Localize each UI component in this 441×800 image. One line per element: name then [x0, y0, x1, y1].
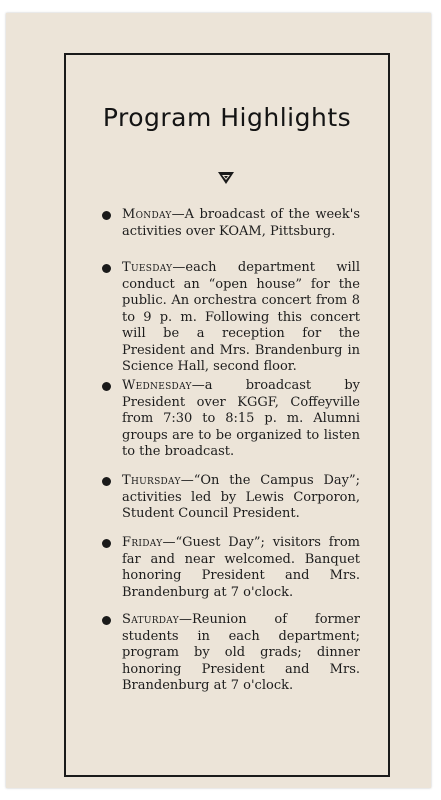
- day-label: Tuesday: [122, 260, 173, 275]
- item-text: —A broadcast of the week's activities over KOAM, Pittsburg.: [122, 207, 360, 239]
- item-text: —each department will conduct an “open house” for the public. An orchestra concert from 8 to 9 p. m. Following this concert will be a reception for the President and Mrs. Brandenburg in Science Hall, second floor.: [122, 260, 360, 374]
- down-triangle-ornament-icon: [218, 171, 234, 185]
- list-item-monday: [122, 207, 360, 240]
- page-title: Program Highlights: [102, 103, 352, 132]
- item-text: —a broadcast by President over KGGF, Coffeyville from 7:30 to 8:15 p. m. Alumni groups are to be organized to listen to the broadcast.: [122, 378, 360, 459]
- bullet-icon: [102, 616, 111, 625]
- bullet-icon: [102, 477, 111, 486]
- bullet-icon: [102, 539, 111, 548]
- list-item-thursday: [122, 473, 360, 523]
- day-label: Saturday: [122, 612, 179, 627]
- day-label: Friday: [122, 535, 163, 550]
- bullet-icon: [102, 211, 111, 220]
- day-label: Monday: [122, 207, 172, 222]
- list-item-tuesday: [122, 260, 360, 376]
- bullet-icon: [102, 264, 111, 273]
- page-border: [64, 53, 390, 777]
- item-text: —“Guest Day”; visitors from far and near welcomed. Banquet honoring President and Mrs. Brandenburg at 7 o'clock.: [122, 535, 360, 600]
- item-text: —“On the Campus Day”; activities led by Lewis Corporon, Student Council President.: [122, 473, 360, 521]
- program-page: [6, 13, 431, 788]
- day-label: Wednesday: [122, 378, 192, 393]
- list-item-friday: [122, 535, 360, 601]
- list-item-wednesday: [122, 378, 360, 461]
- bullet-icon: [102, 382, 111, 391]
- day-label: Thursday: [122, 473, 181, 488]
- list-item-saturday: [122, 612, 360, 695]
- item-text: —Reunion of former students in each department; program by old grads; dinner honoring President and Mrs. Brandenburg at 7 o'clock.: [122, 612, 360, 693]
